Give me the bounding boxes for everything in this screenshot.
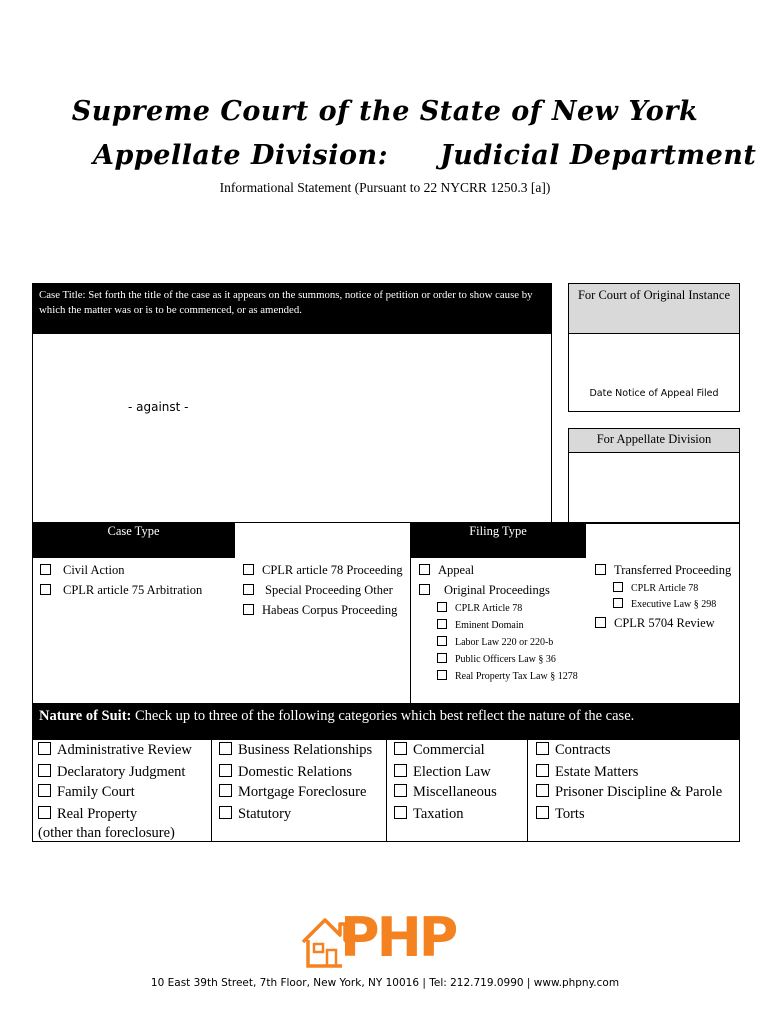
- checkbox-torts[interactable]: Torts: [536, 806, 585, 823]
- checkbox-commercial[interactable]: Commercial: [394, 742, 485, 759]
- checkbox-original-proceedings[interactable]: Original Proceedings: [419, 583, 550, 598]
- appellate-header-text: For Appellate Division: [596, 432, 712, 446]
- case-title-instructions: [32, 283, 552, 334]
- checkbox-transferred-cplr-78[interactable]: CPLR Article 78: [613, 582, 698, 594]
- nature-divider-3: [527, 739, 528, 842]
- nature-of-suit-instructions: Check up to three of the following categories which best reflect the nature of the case.: [135, 708, 635, 724]
- logo-text: PHP: [340, 906, 456, 969]
- division-label: Appellate Division:: [93, 140, 389, 171]
- checkbox-labor-law[interactable]: Labor Law 220 or 220-b: [437, 636, 553, 648]
- checkbox-election-law[interactable]: Election Law: [394, 764, 491, 781]
- checkbox-civil-action[interactable]: Civil Action: [40, 563, 124, 578]
- checkbox-domestic-relations[interactable]: Domestic Relations: [219, 764, 352, 781]
- checkbox-family-court[interactable]: Family Court: [38, 784, 135, 801]
- case-title-instructions-text: Case Title: Set forth the title of the case as it appears on the summons, notice of petition or order to show cause by which the matter was or is to be commenced, or as amended.: [39, 289, 533, 316]
- filing-type-header: Filing Type: [410, 522, 586, 558]
- checkbox-orig-cplr-78[interactable]: CPLR Article 78: [437, 602, 522, 614]
- checkbox-estate-matters[interactable]: Estate Matters: [536, 764, 638, 781]
- checkbox-miscellaneous[interactable]: Miscellaneous: [394, 784, 497, 801]
- nature-divider-1: [211, 739, 212, 842]
- case-type-divider: [410, 522, 411, 704]
- case-type-header: Case Type: [32, 522, 235, 558]
- checkbox-eminent-domain[interactable]: Eminent Domain: [437, 619, 524, 631]
- checkbox-transferred-proceeding[interactable]: Transferred Proceeding: [595, 563, 731, 578]
- checkbox-statutory[interactable]: Statutory: [219, 806, 291, 823]
- checkbox-prisoner-discipline[interactable]: Prisoner Discipline & Parole: [536, 784, 722, 801]
- checkbox-declaratory-judgment[interactable]: Declaratory Judgment: [38, 764, 185, 781]
- checkbox-business-relationships[interactable]: Business Relationships: [219, 742, 372, 759]
- court-title: Supreme Court of the State of New York: [71, 96, 699, 127]
- date-notice-field[interactable]: [568, 333, 740, 412]
- department-label: Judicial Department: [440, 140, 757, 171]
- real-property-note: (other than foreclosure): [38, 825, 175, 841]
- checkbox-contracts[interactable]: Contracts: [536, 742, 611, 759]
- appellate-field[interactable]: [568, 452, 740, 524]
- checkbox-real-property[interactable]: Real Property: [38, 806, 137, 823]
- checkbox-mortgage-foreclosure[interactable]: Mortgage Foreclosure: [219, 784, 366, 801]
- nature-of-suit-label: Nature of Suit:: [39, 708, 132, 724]
- form-subtitle: Informational Statement (Pursuant to 22 NYCRR 1250.3 [a]): [219, 180, 551, 195]
- original-court-header-text: For Court of Original Instance: [577, 288, 731, 302]
- checkbox-real-property-tax-law[interactable]: Real Property Tax Law § 1278: [437, 670, 578, 682]
- footer-address: 10 East 39th Street, 7th Floor, New York, NY 10016 | Tel: 212.719.0990 | www.phpny.com: [150, 977, 620, 989]
- case-title-field[interactable]: [32, 333, 552, 523]
- php-logo: [300, 906, 456, 972]
- checkbox-executive-law[interactable]: Executive Law § 298: [613, 598, 716, 610]
- checkbox-cplr-5704[interactable]: CPLR 5704 Review: [595, 616, 715, 631]
- checkbox-special-proceeding[interactable]: Special Proceeding Other: [243, 583, 393, 598]
- checkbox-appeal[interactable]: Appeal: [419, 563, 474, 578]
- checkbox-cplr-75[interactable]: CPLR article 75 Arbitration: [40, 583, 202, 598]
- checkbox-habeas-corpus[interactable]: Habeas Corpus Proceeding: [243, 603, 397, 618]
- nature-divider-2: [386, 739, 387, 842]
- checkbox-cplr-78-proceeding[interactable]: CPLR article 78 Proceeding: [243, 563, 403, 578]
- checkbox-administrative-review[interactable]: Administrative Review: [38, 742, 192, 759]
- against-label: - against -: [128, 400, 189, 414]
- original-court-header: [568, 283, 740, 334]
- checkbox-taxation[interactable]: Taxation: [394, 806, 464, 823]
- checkbox-public-officers-law[interactable]: Public Officers Law § 36: [437, 653, 556, 665]
- appellate-header: [568, 428, 740, 453]
- nature-of-suit-header: [32, 703, 740, 740]
- date-notice-label: Date Notice of Appeal Filed: [589, 388, 719, 399]
